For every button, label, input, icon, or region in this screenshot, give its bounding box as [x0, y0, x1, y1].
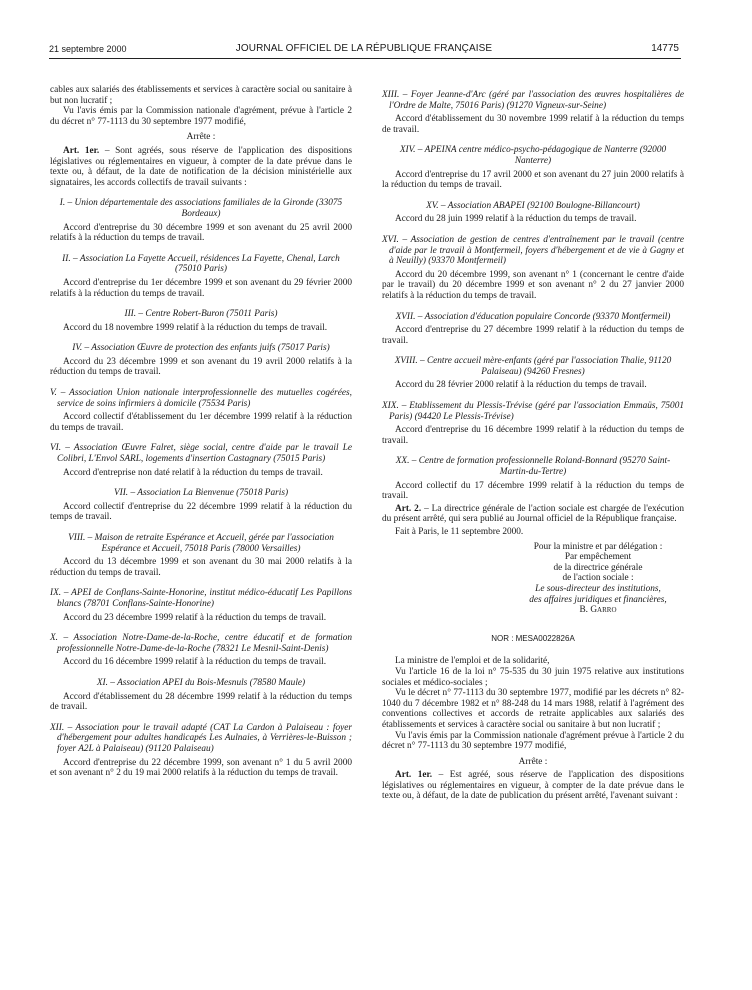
- item-title: XV. – Association ABAPEI (92100 Boulogne-Billancourt): [426, 200, 640, 211]
- item-title: VII. – Association La Bienvenue (75018 Paris): [113, 488, 289, 499]
- item-title: XVI. – Association de gestion de centres d'entraînement par le travail (centre d'aide par le travail à Montfermeil, foyers d'hébergement et de vie à Gagny et à Neuilly) (93370 Montfermeil): [382, 234, 684, 267]
- signatory-name: B. Garro: [579, 605, 617, 616]
- arrete-heading: Arrête :: [518, 756, 548, 767]
- visa-paragraph: Vu l'article 16 de la loi n° 75-535 du 30 juin 1975 relative aux institutions sociales et médico-sociales ;: [382, 666, 684, 688]
- item-body: Accord du 28 juin 1999 relatif à la réduction du temps de travail.: [395, 214, 637, 225]
- signature-line: des affaires juridiques et financières,: [529, 594, 667, 605]
- item-body: Accord d'établissement du 28 décembre 1999 relatif à la réduction du temps de travail.: [50, 691, 352, 713]
- signature-line: Par empêchement: [564, 552, 632, 563]
- article-label: Art. 1er.: [63, 145, 100, 156]
- item-title: I. – Union départementale des associations familiales de la Gironde (33075 Bordeaux): [59, 198, 343, 219]
- article-1: Art. 1er. – Est agréé, sous réserve de l'application des dispositions législatives ou réglementaires en vigueur, à compter de la date prévue dans le texte ou, à défaut, de la date de publication du présent arrêté, l'avenant suivant :: [382, 770, 684, 802]
- item-title: XVIII. – Centre accueil mère-enfants (géré par l'association Thalie, 91120 Palaiseau) (94260 Fresnes): [394, 356, 672, 377]
- item-title: XX. – Centre de formation professionnelle Roland-Bonnard (95270 Saint-Martin-du-Tertre): [395, 456, 671, 478]
- intro-paragraph: cables aux salariés des établissements et services à caractère social ou sanitaire à but non lucratif ;: [50, 85, 352, 106]
- item-body: Accord du 20 décembre 1999, son avenant n° 1 (concernant le centre d'aide par le travail) du 20 décembre 1999 et son avenant n° 2 du 27 janvier 2000 relatifs à la réduction du temps de travail.: [382, 269, 684, 301]
- signature-line: de la directrice générale: [553, 562, 643, 573]
- item-body: Accord d'entreprise du 22 décembre 1999, son avenant n° 1 du 5 avril 2000 et son avenant n° 2 du 19 mai 2000 relatifs à la réduction du temps de travail.: [50, 757, 352, 779]
- signature-line: de l'action sociale :: [562, 573, 634, 584]
- item-title: XIII. – Foyer Jeanne-d'Arc (géré par l'association des œuvres hospitalières de l'Ordre de Malte, 75016 Paris) (91270 Vigneux-sur-Seine): [382, 90, 684, 111]
- article-2: Art. 2. – La directrice générale de l'action sociale est chargée de l'exécution du présent arrêté, qui sera publié au Journal officiel de la République française.: [382, 503, 685, 525]
- page-header: [49, 42, 679, 58]
- item-body: Accord du 23 décembre 1999 et son avenant du 19 avril 2000 relatifs à la réduction du temps de travail.: [50, 356, 352, 378]
- arrete-heading: Arrête :: [186, 132, 216, 143]
- item-title: III. – Centre Robert-Buron (75011 Paris): [124, 309, 278, 320]
- item-title: XII. – Association pour le travail adapté (CAT La Cardon à Palaiseau : foyer d'hébergement pour adultes handicapés Les Aulnaies, à Verrières-le-Buisson ; foyer A2L à Palaiseau) (91120 Palaiseau): [50, 722, 352, 754]
- item-body: Accord d'entreprise non daté relatif à la réduction du temps de travail.: [63, 467, 323, 478]
- item-title: VI. – Association Œuvre Falret, siège social, centre d'aide par le travail Le Colibri, L'Envol SARL, logements d'insertion Castagnary (75015 Paris): [50, 443, 352, 465]
- item-body: Accord du 23 décembre 1999 relatif à la réduction du temps de travail.: [63, 612, 327, 623]
- item-body: Accord collectif d'entreprise du 22 décembre 1999 relatif à la réduction du temps de travail.: [50, 501, 352, 523]
- header-rule: [49, 58, 681, 59]
- item-title: V. – Association Union nationale interprofessionnelle des mutuelles cogérées, service de soins infirmiers à domicile (75534 Paris): [50, 388, 352, 409]
- item-title: VIII. – Maison de retraite Espérance et Accueil, gérée par l'association Espérance et Accueil, 75018 Paris (78000 Versailles): [68, 533, 334, 554]
- article-1: Art. 1er. – Sont agréés, sous réserve de l'application des dispositions législatives ou réglementaires en vigueur, à compter de la date prévue dans le texte ou, à défaut, de la date de notification de la décision ministérielle aux signataires, les accords collectifs de travail suivants :: [50, 145, 352, 188]
- left-column: [50, 85, 352, 779]
- item-title: XIV. – APEINA centre médico-psycho-pédagogique de Nanterre (92000 Nanterre): [399, 145, 667, 166]
- signature-line: Pour la ministre et par délégation :: [533, 541, 663, 552]
- visa-paragraph: Vu l'avis émis par la Commission nationale d'agrément prévue à l'article 2 du décret n° 77-1113 du 30 septembre 1977 modifié,: [382, 730, 684, 752]
- article-label: Art. 2.: [395, 503, 422, 514]
- minister-line: La ministre de l'emploi et de la solidarité,: [395, 656, 550, 667]
- item-body: Accord du 18 novembre 1999 relatif à la réduction du temps de travail.: [63, 322, 328, 333]
- journal-title: JOURNAL OFFICIEL DE LA RÉPUBLIQUE FRANÇAISE: [235, 43, 493, 54]
- item-body: Accord collectif d'établissement du 1er décembre 1999 relatif à la réduction du temps de travail.: [50, 412, 352, 433]
- item-body: Accord collectif du 17 décembre 1999 relatif à la réduction du temps de travail.: [382, 480, 684, 502]
- item-body: Accord du 28 février 2000 relatif à la réduction du temps de travail.: [395, 380, 647, 391]
- signature-line: Le sous-directeur des institutions,: [535, 583, 661, 594]
- item-body: Accord du 13 décembre 1999 et son avenant du 30 mai 2000 relatifs à la réduction du temps de travail.: [50, 557, 352, 578]
- header-date: 21 septembre 2000: [49, 44, 127, 54]
- item-title: XI. – Association APEI du Bois-Mesnuls (78580 Maule): [96, 677, 306, 688]
- item-body: Accord d'entreprise du 16 décembre 1999 relatif à la réduction du temps de travail.: [382, 425, 684, 446]
- item-body: Accord d'entreprise du 17 avril 2000 et son avenant du 27 juin 2000 relatifs à la réduction du temps de travail.: [382, 169, 684, 191]
- intro-paragraph: Vu l'avis émis par la Commission nationale d'agrément, prévue à l'article 2 du décret n° 77-1113 du 30 septembre 1977 modifié,: [50, 106, 352, 127]
- item-body: Accord du 16 décembre 1999 relatif à la réduction du temps de travail.: [63, 657, 327, 668]
- item-body: Accord d'entreprise du 30 décembre 1999 et son avenant du 25 avril 2000 relatifs à la réduction du temps de travail.: [50, 222, 352, 244]
- nor-reference: NOR : MESA0022826A: [491, 633, 575, 643]
- item-body: Accord d'établissement du 30 novembre 1999 relatif à la réduction du temps de travail.: [382, 114, 684, 135]
- item-title: XIX. – Etablissement du Plessis-Trévise (géré par l'association Emmaüs, 75001 Paris) (94420 Le Plessis-Trévise): [382, 401, 684, 422]
- item-title: XVII. – Association d'éducation populaire Concorde (93370 Montfermeil): [395, 311, 671, 322]
- item-body: Accord d'entreprise du 1er décembre 1999 et son avenant du 29 février 2000 relatifs à la réduction du temps de travail.: [50, 277, 352, 299]
- item-title: X. – Association Notre-Dame-de-la-Roche, centre éducatif et de formation professionnelle Notre-Dame-de-la-Roche (78321 Le Mesnil-Saint-Denis): [50, 633, 352, 654]
- done-at: Fait à Paris, le 11 septembre 2000.: [395, 527, 524, 537]
- item-title: II. – Association La Fayette Accueil, résidences La Fayette, Chenal, Larch (75010 Paris): [62, 253, 340, 275]
- signature-block: [382, 542, 684, 616]
- item-title: IV. – Association Œuvre de protection des enfants juifs (75017 Paris): [72, 343, 330, 354]
- page-number: 14775: [651, 43, 679, 54]
- item-title: IX. – APEI de Conflans-Sainte-Honorine, institut médico-éducatif Les Papillons blancs (78701 Conflans-Sainte-Honorine): [50, 588, 352, 609]
- right-column: [382, 90, 684, 802]
- article-label: Art. 1er.: [395, 770, 433, 781]
- visa-paragraph: Vu le décret n° 77-1113 du 30 septembre 1977, modifié par les décrets n° 82-1040 du 7 décembre 1982 et n° 88-248 du 14 mars 1988, relatif à l'agrément des conventions collectives et accords de retraite applicables aux salariés des établissements et services à caractère social ou sanitaire à but non lucratif ;: [382, 688, 684, 730]
- item-body: Accord d'entreprise du 27 décembre 1999 relatif à la réduction du temps de travail.: [382, 325, 684, 346]
